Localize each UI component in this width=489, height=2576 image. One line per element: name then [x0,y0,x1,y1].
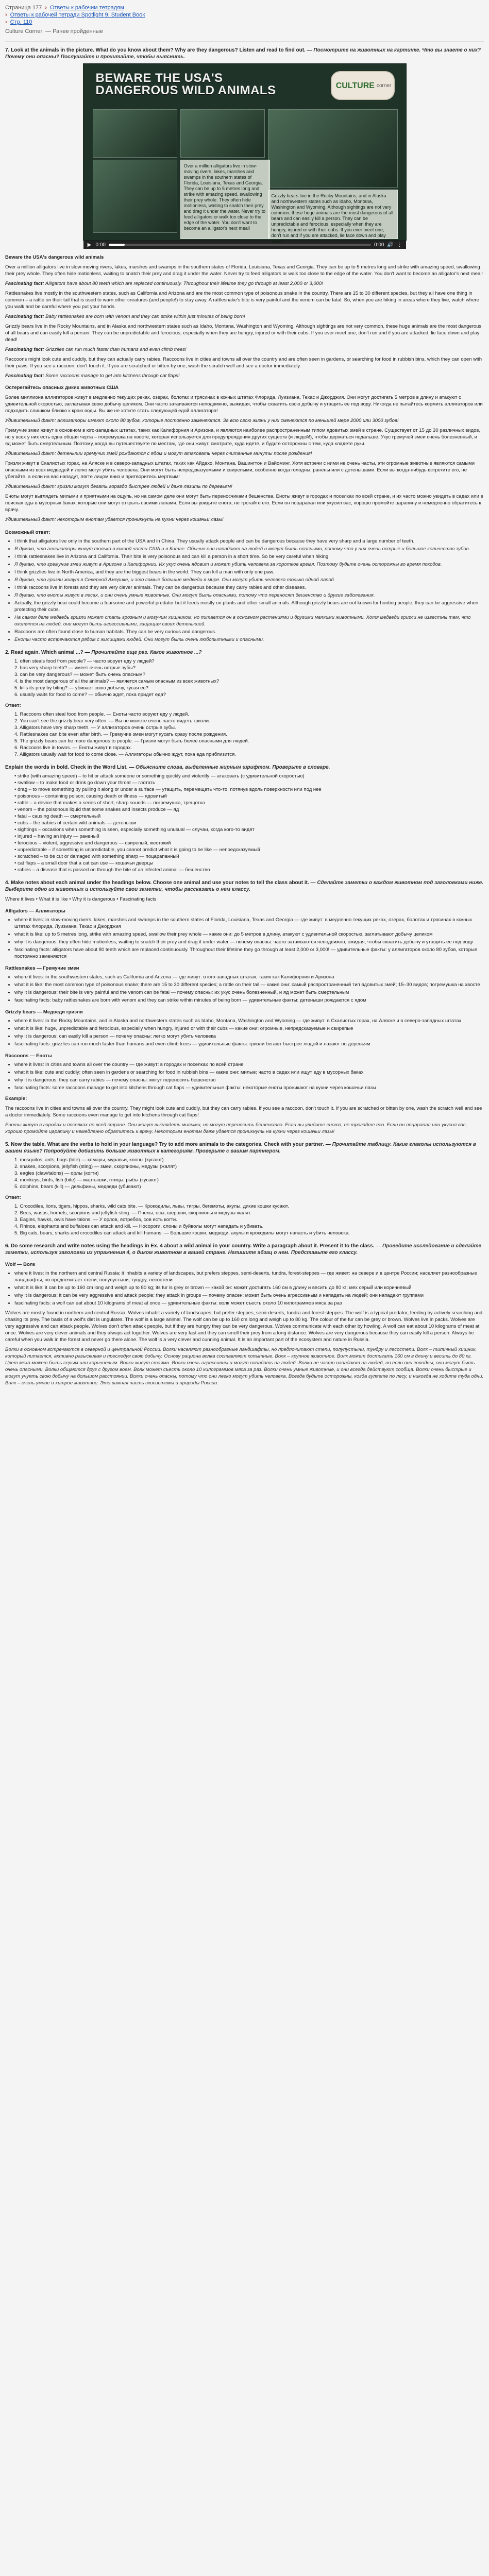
culture-corner-logo [331,71,395,100]
translation-p3: Гризли живут в Скалистых горах, на Аляске и в северо-западных штатах, таких как Айдахо, Монтана, Вашингтон и Вайоминг. Хотя встречи с ними не очень часты, эти огромные животные являются самыми опасными из всех медведей и легко могут убить человека. Они могут быть непредсказуемыми и свирепыми, особенно когда голодны, ранены или с детенышами. Если вы когда-нибудь встретите его, не убегайте, а если на вас нападут, лягте лицом вниз и притворитесь мертвым! [5,461,475,480]
possible-answer-item: • I think that alligators live only in the southern part of the USA and in China. They usually attack people and can be dangerous because they have very sharp and a large number of teeth. [14,538,484,545]
answers-2 [14,711,484,758]
poster-text-grizzlies: Grizzly bears live in the Rocky Mountains, and in Alaska and northwestern states such as Idaho, Montana, Washington and Wyoming. Although sightings are not very common, these huge animals are the most dangerous of all bears and can easily kill a person. They can be unpredictable and ferocious, especially when they are hungry, injured or with their cubs. If you ever meet one, don't run and if you are attacked, lie face down and play dead! [271,193,394,244]
q5-item: 1. mosquitos, ants, bugs (bite) — комары, муравьи, клопы (кусают) [14,1157,164,1163]
article-fact-1 [5,280,484,287]
possible-answers-list [14,538,484,643]
fact-2-label: Fascinating fact: [5,314,44,319]
fact-4-text: Some raccoons manage to get into kitchens through cat flaps! [45,373,180,379]
vocab-item: • sightings – occasions when something is seen, especially something unusual — случаи, когда кого-то видят [14,827,255,833]
article-p1: Over a million alligators live in slow-moving rivers, lakes, marshes and swamps in the southern states of Florida, Louisiana, Texas and Georgia. They can be up to 5 metres long and strike with amazing speed, swallowing their prey whole. They often hide motionless, waiting to snatch their prey and drag it under the water. Never try to feed alligators or walk too close to the edge of the water. You don't want to become an alligator's next meal! [5,264,483,277]
poster-title [96,72,276,97]
alligators-notes [14,917,484,960]
q2-item: 6. usually waits for food to come? — обычно ждет, пока придет еда? [14,692,166,698]
answer-2-item: 7. Alligators usually wait for food to come close. — Аллигаторы обычно ждут, пока еда приблизится. [14,752,236,757]
question-2-items [14,658,484,698]
translation-fact-1: Удивительный факт: аллигаторы имеют около 80 зубов, которые постоянно заменяются. За всю свою жизнь у них сменяются по меньшей мере 2000 или 3000 зубов! [5,418,399,423]
breadcrumb-label: Страница 177 [5,5,42,11]
notes-item: • what it is like: the most common type of poisonous snake; there are 15 to 30 different species; a rattle on their tail — какие они: самый распространенный тип ядовитых змей; 15–30 видов; погремушка на хвосте [14,981,484,988]
grizzly-notes [14,1018,484,1047]
vocab-item: • ferocious – violent, aggressive and dangerous — свирепый, жестокий [14,840,171,846]
possible-answer-item: • На самом деле медведь гризли может стать грозным и могучим хищником, но питается он в основном растениями и другими мелкими животными. Хотя медведи гризли не известны тем, что охотятся на людей, они могут быть агрессивными, защищая своих детенышей. [14,614,484,628]
vocab-item: • scratched – to be cut or damaged with something sharp — поцарапанный [14,854,179,859]
alligator-photo [93,109,177,158]
notes-item: • where it lives: in the Rocky Mountains, and in Alaska and northwestern states such as Idaho, Montana, Washington and Wyoming — где живут: в Скалистых горах, на Аляске и в северо-западных штатах [14,1018,484,1024]
wolf-notes [14,1270,484,1307]
article-p3: Grizzly bears live in the Rocky Mountains, and in Alaska and northwestern states such as Idaho, Montana, Washington and Wyoming. Although sightings are not very common, these huge animals are the most dangerous of all bears and can easily kill a person. They can be unpredictable and ferocious, especially when they are hungry, injured or with their cubs. If you ever meet one, don't run and if you are attacked, lie face down and play dead! [5,324,482,343]
answer-5-item: 3. Eagles, hawks, owls have talons. — У орлов, ястребов, сов есть когти. [14,1217,177,1223]
possible-answer-item: • Actually, the grizzly bear could become a fearsome and powerful predator but it feeds mostly on plants and other small animals. Although grizzly bears are not known for hunting people, they can be aggressive when protecting their cubs. [14,600,484,613]
q2-item: 1. often steals food from people? — часто ворует еду у людей? [14,658,155,664]
possible-answer-label: Возможный ответ: [5,530,50,535]
arrow-icon: › [45,5,47,11]
possible-answer-item: • I think raccoons live in forests and they are very clever animals. They can be dangerous because they carry rabies and other diseases. [14,584,484,591]
question-1-ru: Посмотрите на животных на картинке. Что вы знаете о них? Почему они опасны? Послушайте и прочитайте, чтобы выяснить. [5,47,481,60]
q5-item: 2. snakes, scorpions, jellyfish (sting) — змеи, скорпионы, медузы (жалят) [14,1164,177,1170]
article-p4: Raccoons might look cute and cuddly, but they can actually carry rabies. Raccoons live in cities and towns all over the country and are often seen in gardens, or searching for food in rubbish bins, which they can open with their paws. If you see a raccoon, don't touch it. If you are scratched or bitten by one, wash the scratch well and see a doctor immediately. [5,357,482,369]
notes-item: • fascinating facts: grizzlies can run much faster than humans and even climb trees — удивительные факты: гризли бегают быстрее людей и лазают по деревьям [14,1041,484,1047]
vocab-item: • cubs – the babies of certain wild animals — детеныши [14,820,137,826]
possible-answer-item: • I think rattlesnakes live in Arizona and California. Their bite is very poisonous and can kill a person in a short time. So be very careful when hiking. [14,553,484,560]
arrow-icon: › [5,12,7,18]
example-story-label: Example: [5,1096,27,1101]
question-5-items [14,1157,484,1190]
answer-2-item: 4. Rattlesnakes can bite even after birth. — Гремучие змеи могут кусать сразу после рождения. [14,732,227,737]
answer-5-item: 4. Rhinos, elephants and buffaloes can attack and kill. — Носороги, слоны и буйволы могут нападать и убивать. [14,1224,264,1229]
raccoon-photo [93,160,177,233]
possible-answer-item: • Я думаю, что еноты живут в лесах, и они очень умные животные. Они могут быть опасными, потому что переносят бешенство и другие заболевания. [14,592,484,599]
notes-item: • what it is like: cute and cuddly; often seen in gardens or searching for food in rubbish bins — какие они: милые; часто в садах или ищут еду в мусорных баках [14,1069,484,1076]
logo-sub: corner [376,82,392,89]
vocab-item: • poisonous – containing poison; causing death or illness — ядовитый [14,793,167,799]
translation-p4: Еноты могут выглядеть милыми и приятными на ощупь, но на самом деле они могут быть переносчиками бешенства. Еноты живут в городах и поселках по всей стране, и их часто можно увидеть в садах или в поисках еды в мусорных баках, которые они могут открыть своими лапами. Если вы увидите енота, не трогайте его. Если он поцарапал или укусил вас, хорошо промойте царапину и немедленно обратитесь к врачу. [5,494,483,513]
translation-fact-4: Удивительный факт: некоторым енотам удается проникнуть на кухни через кошачьи лазы! [5,517,224,522]
breadcrumb-link-2[interactable]: Ответы к рабочей тетради Spotlight 9. Student Book [10,12,145,18]
question-2-ru: Прочитайте еще раз. Какое животное ...? [91,650,202,655]
tags-label: Culture Corner [5,28,43,35]
answer-5-label: Ответ: [5,1195,21,1200]
breadcrumb-link-1[interactable]: Ответы к рабочим тетрадям [49,5,124,11]
fact-1-label: Fascinating fact: [5,281,44,286]
alligators-notes-title: Alligators — Аллигаторы [5,908,65,914]
divider [5,41,484,42]
rattlesnake-photo [180,109,265,158]
q2-item: 2. has very sharp teeth? — имеет очень острые зубы? [14,665,136,671]
answer-2-item: 2. You can't see the grizzly bear very often. — Вы не можете очень часто видеть гризли. [14,718,210,724]
example-story: The raccoons live in cities and towns all over the country. They might look cute and cuddly, but they can carry rabies. If you see a raccoon, don't touch it. If you are scratched or bitten by one, wash the scratch well and see a doctor immediately. Some raccoons even manage to get into kitchens through cat flaps! [5,1106,482,1118]
question-3-en: Explain the words in bold. Check in the Word List. — [5,765,134,770]
poster-title-line-2: DANGEROUS WILD ANIMALS [95,83,276,97]
notes-item: • fascinating facts: a wolf can eat about 10 kilograms of meat at once — удивительные факты: волк может съесть около 10 килограммов мяса за раз [14,1300,484,1307]
arrow-icon: › [5,19,7,25]
wolf-paragraph: Wolves are mostly found in northern and central Russia. Wolves inhabit a variety of landscapes, but prefer steppes, semi-deserts, tundra and forest-steppes. The wolf is a typical predator, feeding by actively searching and chasing its prey. The basis of a wolf's diet is ungulates. The wolf is a large animal. The wolf can be up to 160 cm long and weigh up to 80 kg. The colour of the fur can be grey or brown. Wolves live in packs. Wolves are very aggressive and can attack people. Wolves don't often attack people, but if they are hungry they can be very dangerous. Wolves communicate with each other by howling. A wolf can eat about 10 kilograms of meat at once. Wolves are very clever animals and they always act together. Wolves are very fast and they can smell their prey from a long distance. Wolves are very dangerous because they can easily kill a person. Always be careful when you walk in the forest and never go there alone. The wolf is a very clever and cunning animal. It is an important part of the ecosystem and nature in Russia. [5,1310,483,1343]
article-p2: Rattlesnakes live mostly in the southwestern states, such as California and Arizona and are the most common type of poisonous snake in the country. There are 15 to 30 different species, but they all have one thing in common – a rattle on their tail that is used to warn other creatures (and people!) to stay away. A rattlesnake's bite is very painful and the venom can be fatal. So, when you are hiking in areas where they live, watch where you walk and be careful where you put your hands. [5,291,479,310]
question-2-en: 2. Read again. Which animal ...? — [5,650,90,655]
fact-3-label: Fascinating fact: [5,347,44,352]
time-right: 0:00 [374,242,384,248]
notes-item: • where it lives: in the southwestern states, such as California and Arizona — где живут: в юго-западных штатах, таких как Калифорния и Аризона [14,974,484,980]
question-4-headings: Where it lives • What it is like • Why it is dangerous • Fascinating facts [5,896,157,902]
vocab-list [14,773,484,873]
vocab-item: • drag – to move something by pulling it along or under a surface — утащить, перемещать что-то, потянув вдоль поверхности или под нее [14,787,322,792]
question-3 [5,764,484,771]
wolf-notes-title: Wolf — Волк [5,1262,36,1267]
notes-item: • why it is dangerous: can easily kill a person — почему опасны: легко могут убить человека [14,1033,484,1040]
vocab-item: • venom – the poisonous liquid that some snakes and insects produce — яд [14,807,179,812]
answer-2-item: 5. The grizzly bears can be more dangerous to people. — Гризли могут быть более опасными для людей. [14,738,249,744]
notes-item: • what it is like: it can be up to 160 cm long and weigh up to 80 kg; its fur is grey or brown — какой он: может достигать 160 см в длину и весить до 80 кг; мех серый или коричневый [14,1284,484,1291]
translation-fact-2: Удивительный факт: детеныши гремучих змей рождаются с ядом и могут атаковать через считанные минуты после рождения! [5,451,312,456]
raccoon-notes [14,1061,484,1091]
notes-item: • fascinating facts: baby rattlesnakes are born with venom and they can strike within minutes of being born — удивительные факты: детеныши рождаются с ядом [14,997,484,1004]
raccoon-notes-title: Raccoons — Еноты [5,1053,52,1059]
vocab-item: • cat flaps – a small door that a cat can use — кошачьи дверцы [14,860,154,866]
possible-answer-item: • Я думаю, что гремучие змеи живут в Аризоне и Калифорнии. Их укус очень ядовит и может убить человека за короткое время. Поэтому будьте очень осторожны во время походов. [14,561,484,568]
article-fact-4 [5,372,484,379]
breadcrumb-link-3[interactable]: Стр. 110 [10,19,32,25]
tags-sep: — Ранее пройденные [45,28,103,35]
answer-2-item: 3. Alligators have very sharp teeth. — У аллигаторов очень острые зубы. [14,725,176,731]
notes-item: • fascinating facts: alligators have about 80 teeth which are replaced continuously. Throughout their lifetime they go through at least 2,000 or 3,000! — удивительные факты: у аллигаторов около 80 зубов, которые постоянно заменяются [14,946,484,960]
notes-item: • why it is dangerous: they can carry rabies — почему опасны: могут переносить бешенство [14,1077,484,1083]
question-6-en: 6. Do some research and write notes using the headings in Ex. 4 about a wild animal in your country. Write a paragraph about it. Present it to the class. — [5,1243,381,1249]
q2-item: 4. is the most dangerous of all the animals? — является самым опасным из всех животных? [14,679,220,684]
possible-answer-item: • Я думаю, что аллигаторы живут только в южной части США и в Китае. Обычно они нападают на людей и могут быть опасными, потому что у них очень острые и большое количество зубов. [14,546,484,552]
translation-fact-3: Удивительный факт: гризли могут бегать гораздо быстрее людей и даже лазить по деревьям! [5,484,232,489]
question-6-ru: Проведите исследование и сделайте заметки, используя заголовки из упражнения 4, о диком животном в вашей стране. Напишите абзац о нем. Представьте его классу. [5,1243,482,1256]
vocab-item: • strike (with amazing speed) – to hit or attack someone or something quickly and violently — атаковать (с удивительной скоростью) [14,773,305,779]
translation-p2: Гремучие змеи живут в основном в юго-западных штатах, таких как Калифорния и Аризона, и являются наиболее распространенным типом ядовитых змей в стране. Существует от 15 до 30 различных видов, но у всех у них есть одна общая черта – погремушка на хвосте, которая используется для предупреждения других существ (и людей!), чтобы держаться подальше. Укус гремучей змеи очень болезненный, и яд может быть смертельным. Поэтому, когда вы путешествуете по местам, где они живут, смотрите, куда идете, и будьте осторожны с тем, куда кладете руки. [5,428,481,447]
answers-5 [14,1203,484,1236]
fact-3-text: Grizzlies can run much faster than humans and even climb trees! [45,347,187,352]
question-4 [5,879,484,893]
question-1 [5,47,484,60]
fact-2-text: Baby rattlesnakes are born with venom and they can strike within just minutes of being born! [45,314,245,319]
progress-fill [109,244,125,246]
question-5-en: 5. Now the table. What are the verbs to hold in your language? Try to add more animals to the categories. Check with your partner. — [5,1142,331,1147]
fact-4-label: Fascinating fact: [5,373,44,379]
example-story-ru: Еноты живут в городах и поселках по всей стране. Они могут выглядеть милыми, но могут переносить бешенство. Если вы увидите енота, не трогайте его. Если он поцарапал или укусил вас, хорошо промойте царапину и немедленно обратитесь к врачу. Некоторым енотам даже удается проникнуть на кухни через кошачьи лазы! [5,1122,467,1134]
translation-p1: Более миллиона аллигаторов живут в медленно текущих реках, озерах, болотах и трясинах в южных штатах Флорида, Луизиана, Техас и Джорджия. Они могут достигать 5 метров в длину и атакуют с удивительной скоростью, заглатывая свою добычу целиком. Они часто затаиваются неподвижно, выжидая, чтобы схватить свою добычу и утащить ее под воду. Никогда не пытайтесь кормить аллигаторов или подходить слишком близко к краю воды. Вы же не хотите стать следующей едой аллигатора! [5,395,483,414]
vocab-item: • unpredictable – if something is unpredictable, you cannot predict what it is going to be like — непредсказуемый [14,847,260,853]
poster-image [83,63,407,244]
notes-item: • why it is dangerous: it can be very aggressive and attack people; they attack in groups — почему опасен: может быть очень агрессивным и нападать на людей; они нападают группами [14,1292,484,1299]
notes-item: • fascinating facts: some raccoons manage to get into kitchens through cat flaps — удивительные факты: некоторые еноты проникают на кухни через кошачьи лазы [14,1084,484,1091]
poster-title-line-1: BEWARE THE USA'S [95,71,223,85]
answer-2-item: 1. Raccoons often steal food from people. — Еноты часто воруют еду у людей. [14,711,189,717]
notes-item: • what it is like: huge, unpredictable and ferocious, especially when hungry, injured or with their cubs — какие они: огромные, непредсказуемые и свирепые [14,1025,484,1032]
vocab-item: • rattle – a device that makes a series of short, sharp sounds — погремушка, трещотка [14,800,205,806]
footer-space [5,1389,484,1410]
breadcrumb [0,0,489,38]
poster-text-alligators: Over a million alligators live in slow-moving rivers, lakes, marshes and swamps in the southern states of Florida, Louisiana, Texas and Georgia. They can be up to 5 metres long and strike with amazing speed, swallowing their prey whole. They often hide motionless, waiting to snatch their prey and drag it under the water. Never try to feed alligators or walk too close to the edge of the water. You don't want to become an alligator's next meal! [183,163,266,231]
poster-text-col-2 [268,190,398,244]
question-5-ru: Прочитайте таблицу. Какие глаголы используются в вашем языке? Попробуйте добавить больше животных к категориям. Проверьте с вашим партнером. [5,1142,476,1154]
fact-1-text: Alligators have about 80 teeth which are replaced continuously. Throughout their lifetime they go through at least 2,000 or 3,000! [45,281,323,286]
question-3-ru: Объясните слова, выделенные жирным шрифтом. Проверьте в словаре. [136,765,330,770]
play-icon[interactable]: ▶ [87,242,92,248]
possible-answer-item: • Еноты часто встречаются рядом с жилищами людей. Они могут быть очень любопытными и опасными. [14,636,484,643]
rattlesnake-notes [14,974,484,1004]
time-left: 0:00 [95,242,106,248]
vocab-item: • rabies – a disease that is passed on through the bite of an infected animal — бешенство [14,867,210,873]
translation-title: Остерегайтесь опасных диких животных США [5,385,119,391]
vocab-item: • swallow – to make food or drink go down your throat — глотать [14,780,156,786]
answer-2-item: 6. Raccoons live in towns. — Еноты живут в городах. [14,745,132,751]
possible-answer-item: • I think grizzlies live in North America, and they are the biggest bears in the world. They can kill a man with only one paw. [14,569,484,575]
main-content [0,47,489,1415]
answer-5-item: 2. Bees, wasps, hornets, scorpions and jellyfish sting. — Пчелы, осы, шершни, скорпионы и медузы жалят. [14,1210,251,1216]
progress-track[interactable] [109,244,371,246]
notes-item: • why it is dangerous: they often hide motionless, waiting to snatch their prey and drag it under water — почему опасны: часто затаиваются неподвижно, ожидая, чтобы схватить добычу и утащить ее под воду [14,939,484,945]
notes-item: • why it is dangerous: their bite is very painful and the venom can be fatal — почему опасны: их укус очень болезненный, и яд может быть смертельным [14,989,484,996]
q5-item: 5. dolphins, bears (kill) — дельфины, медведи (убивают) [14,1184,141,1190]
q5-item: 4. monkeys, birds, fish (bite) — мартышки, птицы, рыбы (кусают) [14,1177,159,1183]
possible-answer-item: • Raccoons are often found close to human habitats. They can be very curious and dangerous. [14,629,484,635]
article-title: Beware the USA's dangerous wild animals [5,255,104,260]
vocab-item: • injured – having an injury — раненый [14,834,99,839]
article-fact-3 [5,346,484,353]
answer-label: Ответ: [5,703,21,708]
vocab-item: • fatal – causing death — смертельный [14,814,101,819]
q2-item: 3. can be very dangerous? — может быть очень опасным? [14,672,145,677]
article-fact-2 [5,313,484,320]
question-4-ru: Сделайте заметки о каждом животном под заголовками ниже. Выберите одно из животных и используйте свои заметки, чтобы рассказать о нем классу. [5,880,484,892]
poster-text-col-1 [180,160,270,239]
question-4-en: 4. Make notes about each animal under the headings below. Choose one animal and use your notes to tell the class about it. — [5,880,316,886]
q2-item: 5. kills its prey by biting? — убивает свою добычу, кусая ее? [14,685,148,691]
question-5 [5,1141,484,1155]
question-6 [5,1243,484,1256]
grizzly-notes-title: Grizzly bears — Медведи гризли [5,1009,83,1015]
question-1-en: 7. Look at the animals in the picture. What do you know about them? Why are they dangerous? Listen and read to find out. — [5,47,312,53]
notes-item: • what it is like: up to 5 metres long, strike with amazing speed, swallow their prey whole — какие они: до 5 метров в длину, атакуют с удивительной скоростью, заглатывают добычу целиком [14,931,484,938]
logo-main: CULTURE [335,81,375,90]
grizzly-photo [268,109,398,188]
wolf-paragraph-ru: Волки в основном встречаются в северной и центральной России. Волки населяют разнообразные ландшафты, но предпочитают степи, полупустыни, тундру и лесостепи. Волк – типичный хищник, который питается, активно разыскивая и преследуя свою добычу. Основу рациона волка составляют копытные. Волк – крупное животное. Волк может достигать 160 см в длину и весить до 80 кг. Цвет меха может быть серым или коричневым. Волки живут стаями. Волки очень агрессивны и могут нападать на людей. Волки не часто нападают на людей, но если они голодны, они могут быть очень опасными. Волки общаются друг с другом воем. Волк может съесть около 10 килограммов мяса за раз. Волки очень умные животные, и они всегда действуют сообща. Волки очень быстрые и могут учуять свою добычу на большом расстоянии. Волки очень опасны, потому что они легко могут убить человека. Всегда будьте осторожны, когда гуляете по лесу, и никогда не ходите туда одни. Волк – очень умное и хитрое животное. Это важная часть экосистемы и природы России. [5,1347,484,1386]
notes-item: • where it lives: in the northern and central Russia; it inhabits a variety of landscapes, but prefers steppes, semi-deserts, tundra, forest-steppes — где живет: на севере и в центре России; населяет разнообразные ландшафты, но предпочитает степи, полупустыни, тундру, лесостепи [14,1270,484,1283]
notes-item: • where it lives: in slow-moving rivers, lakes, marshes and swamps in the southern states of Florida, Louisiana, Texas and Georgia — где живут: в медленно текущих реках, озерах, болотах и трясинах в южных штатах Флорида, Луизиана, Техас и Джорджия [14,917,484,930]
rattlesnake-notes-title: Rattlesnakes — Гремучие змеи [5,965,79,971]
more-icon[interactable]: ⋮ [397,242,402,248]
answer-5-item: 5. Big cats, bears, sharks and crocodiles can attack and kill humans. — Большие кошки, медведи, акулы и крокодилы могут напасть и убить человека. [14,1230,350,1236]
volume-icon[interactable]: 🔊 [387,242,394,248]
possible-answer-item: • Я думаю, что гризли живут в Северной Америке, и это самые большие медведи в мире. Они могут убить человека только одной лапой. [14,577,484,583]
question-2 [5,649,484,656]
q5-item: 3. eagles (claw/talons) — орлы (когти) [14,1171,99,1176]
answer-5-item: 1. Crocodiles, lions, tigers, hippos, sharks, wild cats bite. — Крокодилы, львы, тигры, бегемоты, акулы, дикие кошки кусают. [14,1204,289,1209]
notes-item: • where it lives: in cities and towns all over the country — где живут: в городах и поселках по всей стране [14,1061,484,1068]
